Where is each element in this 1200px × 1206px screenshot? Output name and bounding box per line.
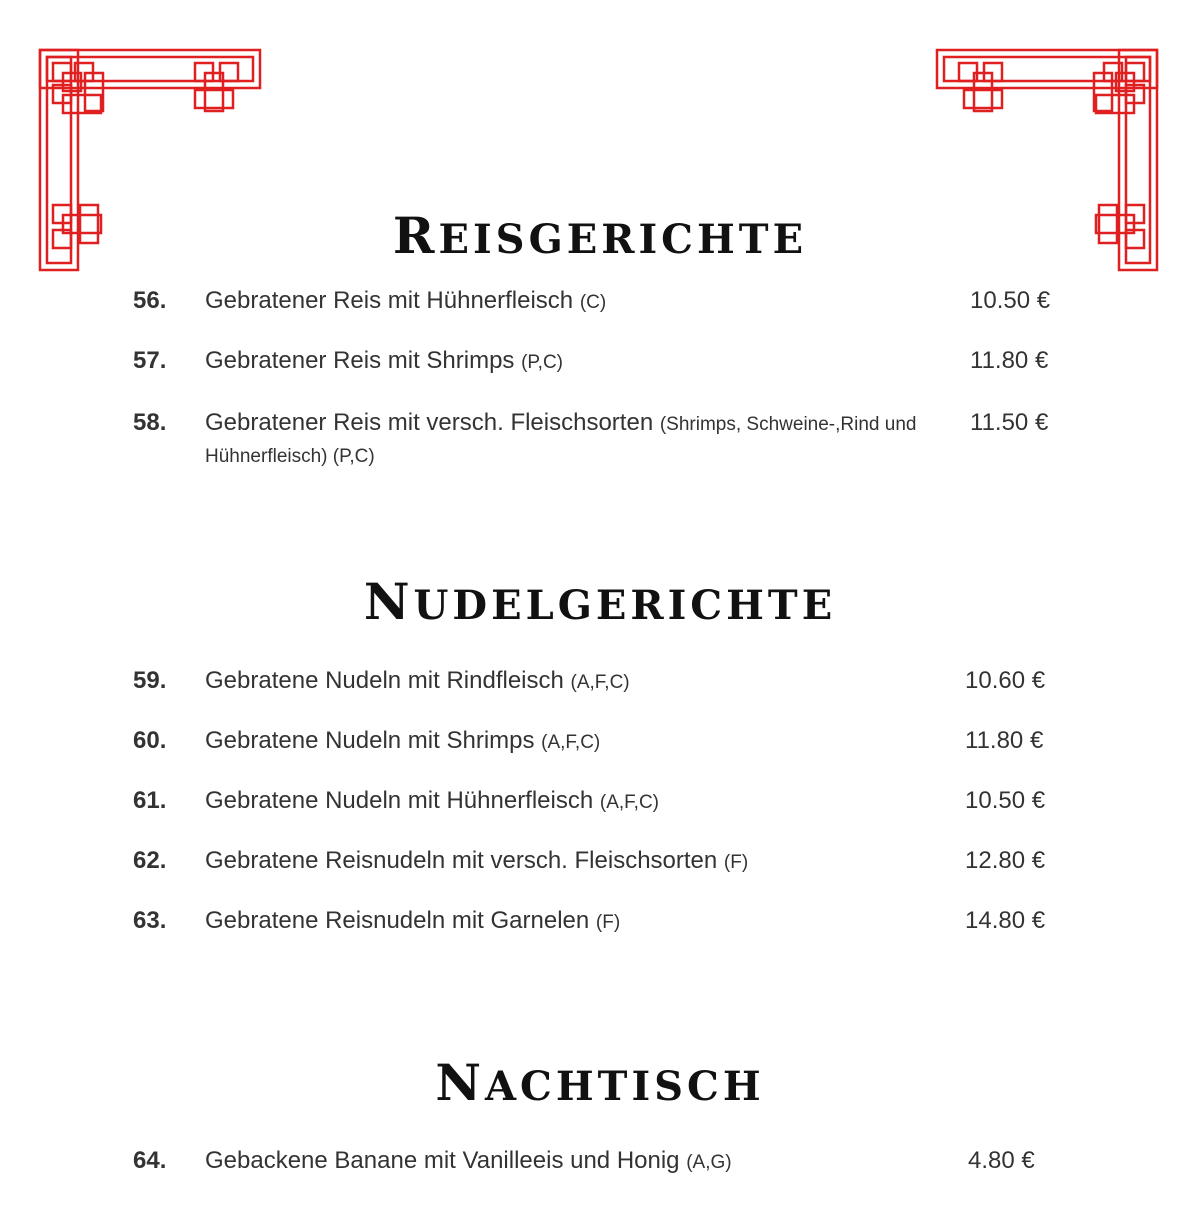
menu-item — [0, 666, 1200, 726]
item-name: Gebratener Reis mit Shrimps (P,C) — [205, 347, 563, 374]
item-price: 10.50 € — [965, 787, 1046, 814]
item-number: 57. — [133, 347, 167, 374]
item-number: 63. — [133, 907, 167, 934]
item-number: 60. — [133, 727, 167, 754]
item-number: 59. — [133, 667, 167, 694]
item-allergens: (A,F,C) — [570, 672, 630, 693]
item-price: 11.50 € — [970, 409, 1049, 436]
item-allergens: (F) — [595, 912, 621, 933]
item-allergens: (A,F,C) — [541, 732, 601, 753]
item-allergens: (C) — [579, 292, 607, 313]
section-heading-nudelgerichte: NUDELGERICHTE — [363, 572, 837, 631]
item-name: Gebratene Reisnudeln mit versch. Fleischsorten (F) — [205, 847, 749, 874]
item-name: Gebratene Reisnudeln mit Garnelen (F) — [205, 907, 621, 934]
menu-item — [0, 408, 1200, 468]
menu-item — [0, 1146, 1200, 1206]
item-price: 10.50 € — [970, 287, 1051, 314]
item-number: 62. — [133, 847, 167, 874]
item-price: 11.80 € — [965, 727, 1044, 754]
menu-item — [0, 286, 1200, 346]
section-heading-nachtisch: NACHTISCH — [435, 1053, 765, 1112]
menu-item — [0, 846, 1200, 906]
item-name: Gebratene Nudeln mit Rindfleisch (A,F,C) — [205, 667, 630, 694]
item-number: 56. — [133, 287, 167, 314]
item-allergens: (Shrimps, Schweine-,Rind und Hühnerfleisch) (P,C) — [205, 414, 917, 467]
item-allergens: (P,C) — [521, 352, 563, 373]
item-allergens: (A,F,C) — [599, 792, 659, 813]
menu-item — [0, 786, 1200, 846]
item-price: 14.80 € — [965, 907, 1046, 934]
item-name: Gebackene Banane mit Vanilleeis und Honig (A,G) — [205, 1147, 732, 1174]
item-allergens: (A,G) — [686, 1152, 732, 1173]
item-price: 11.80 € — [970, 347, 1049, 374]
item-name: Gebratene Nudeln mit Shrimps (A,F,C) — [205, 727, 601, 754]
item-price: 10.60 € — [965, 667, 1046, 694]
item-number: 61. — [133, 787, 167, 814]
section-heading-reisgerichte: REISGERICHTE — [392, 206, 808, 265]
item-number: 58. — [133, 409, 167, 436]
item-price: 12.80 € — [965, 847, 1046, 874]
item-name: Gebratener Reis mit Hühnerfleisch (C) — [205, 287, 607, 314]
menu-item — [0, 346, 1200, 406]
item-allergens: (F) — [723, 852, 749, 873]
item-price: 4.80 € — [968, 1147, 1035, 1174]
item-name: Gebratene Nudeln mit Hühnerfleisch (A,F,C) — [205, 787, 659, 814]
menu-item — [0, 726, 1200, 786]
item-number: 64. — [133, 1147, 167, 1174]
item-name: Gebratener Reis mit versch. Fleischsorten (Shrimps, Schweine-,Rind und Hühnerfleisch) (P,C) — [205, 409, 917, 467]
menu-item — [0, 906, 1200, 966]
